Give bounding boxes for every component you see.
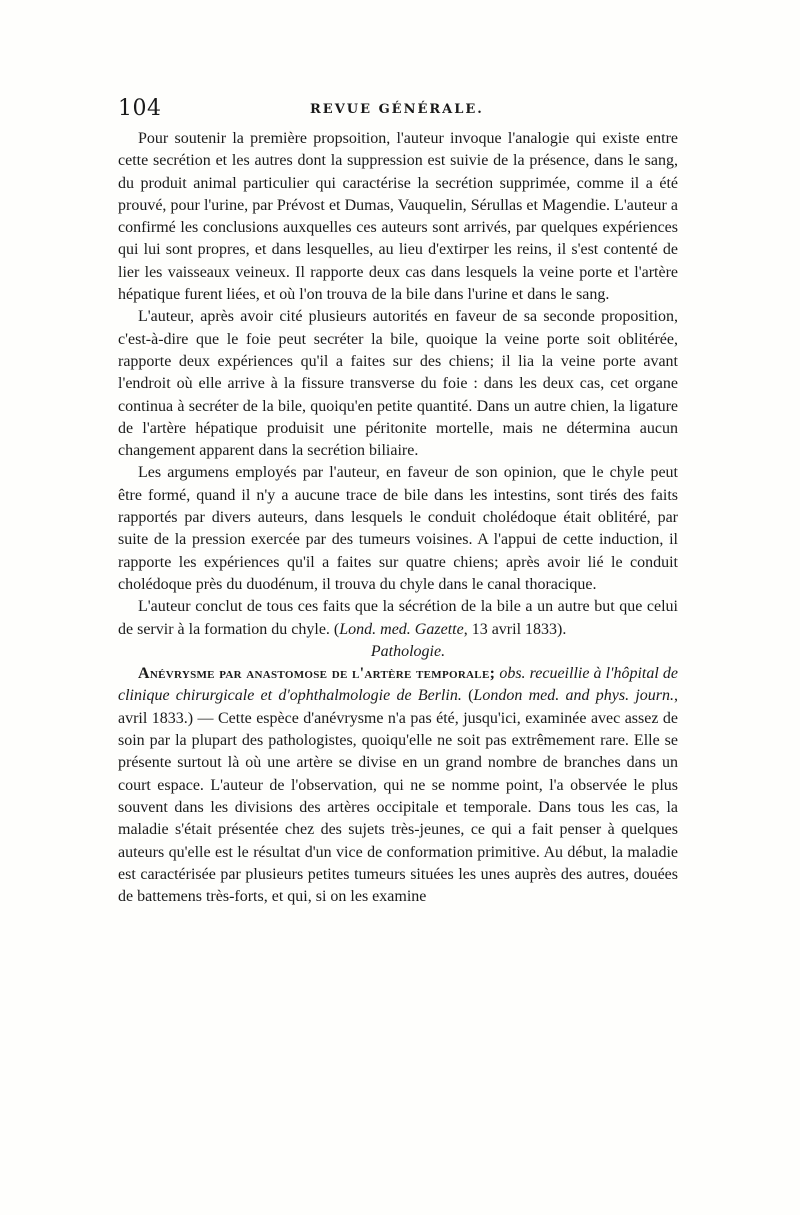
case-paragraph: Anévrysme par anastomose de l'artère temporale; obs. recueillie à l'hôpital de clinique chirurgicale et d'ophthalmologie de Berlin. (London med. and phys. journ., avril 1833.) — Cette espèce d'anévrysme n'a pas été, jusqu'ici, examinée avec assez de soin par la plupart des pathologistes, quoiqu'elle ne soit pas extrêmement rare. Elle se présente surtout là où une artère se divise en un grand nombre de branches dans un court espace. L'auteur de l'observation, qui ne se nomme point, l'a observée le plus souvent dans les divisions des artères occipitale et temporale. Dans tous les cas, la maladie s'était présentée chez des sujets très-jeunes, ce qui a fait penser à quelques auteurs qu'elle est le résultat d'un vice de conformation primitive. Au début, la maladie est caractérisée par plusieurs petites tumeurs situées les unes auprès des autres, douées de battemens très-forts, et qui, si on les examine	[118, 665, 679, 906]
citation-date: , 13 avril 1833).	[463, 620, 567, 638]
case-source: London med. and phys. journ.	[473, 687, 675, 705]
running-head	[118, 96, 678, 126]
article-body	[118, 128, 678, 908]
paragraph-3: Les argumens employés par l'auteur, en faveur de son opinion, que le chyle peut être formé, quand il n'y a aucune trace de bile dans les intestins, sont tirés des faits rapportés par divers auteurs, dans lesquels le conduit cholédoque était oblitéré, par suite de la pression exercée par des tumeurs voisines. A l'appui de cette induction, il rapporte les expériences qu'il a faites sur quatre chiens; après avoir lié le conduit cholédoque près du duodénum, il trouva du chyle dans le canal thoracique.	[118, 464, 678, 593]
case-source-date: , avril 1833.)	[118, 687, 679, 727]
case-heading: Anévrysme par anastomose de l'artère temporale;	[138, 665, 496, 683]
running-title: REVUE GÉNÉRALE.	[310, 102, 484, 117]
paragraph-4: L'auteur conclut de tous ces faits que la sécrétion de la bile a un autre but que celui de servir à la formation du chyle. (Lond. med. Gazette, 13 avril 1833).	[118, 598, 678, 638]
citation-journal: Lond. med. Gazette	[339, 620, 464, 638]
case-body: — Cette espèce d'anévrysme n'a pas été, jusqu'ici, examinée avec assez de soin par la plupart des pathologistes, quoiqu'elle ne soit pas extrêmement rare. Elle se présente surtout là où une artère se divise en un grand nombre de branches dans un court espace. L'auteur de l'observation, qui ne se nomme point, l'a observée le plus souvent dans les divisions des artères occipitale et temporale. Dans tous les cas, la maladie s'était présentée chez des sujets très-jeunes, ce qui a fait penser à quelques auteurs qu'elle est le résultat d'un vice de conformation primitive. Au début, la maladie est caractérisée par plusieurs petites tumeurs situées les unes auprès des autres, douées de battemens très-forts, et qui, si on les examine	[118, 709, 678, 906]
paragraph-1: Pour soutenir la première propsoition, l'auteur invoque l'analogie qui existe entre cette secrétion et les autres dont la suppression est suivie de la présence, dans le sang, du produit animal particulier qui caractérise la secrétion supprimée, comme il a été prouvé, pour l'urine, par Prévost et Dumas, Vauquelin, Sérullas et Magendie. L'auteur a confirmé les conclusions auxquelles ces auteurs sont arrivés, par quelques expériences qui lui sont propres, et dans lesquelles, au lieu d'extirper les reins, il s'est contenté de lier les vaisseaux veineux. Il rapporte deux cas dans lesquels la veine porte et l'artère hépatique furent liées, et où l'on trouva de la bile dans l'urine et dans le sang.	[118, 130, 678, 304]
paragraph-4-text: L'auteur conclut de tous ces faits que la sécrétion de la bile a un autre but que celui de servir à la formation du chyle.	[118, 598, 678, 638]
page-number: 104	[118, 96, 162, 121]
paragraph-2: L'auteur, après avoir cité plusieurs autorités en faveur de sa seconde proposition, c'est-à-dire que le foie peut secréter la bile, quoique la veine porte soit oblitérée, rapporte deux expériences qu'il a faites sur des chiens; il lia la veine porte avant l'endroit où elle arrive à la fissure transverse du foie : dans les deux cas, cet organe continua à secréter de la bile, quoiqu'en petite quantité. Dans un autre chien, la ligature de l'artère hépatique produisit une péritonite mortelle, mais ne détermina aucun changement apparent dans la secrétion biliaire.	[118, 308, 678, 460]
section-title: Pathologie.	[370, 642, 446, 660]
case-obs-intro: obs. recueillie à l'hôpital de clinique chirurgicale et d'ophthalmologie de Berlin.	[118, 665, 679, 705]
